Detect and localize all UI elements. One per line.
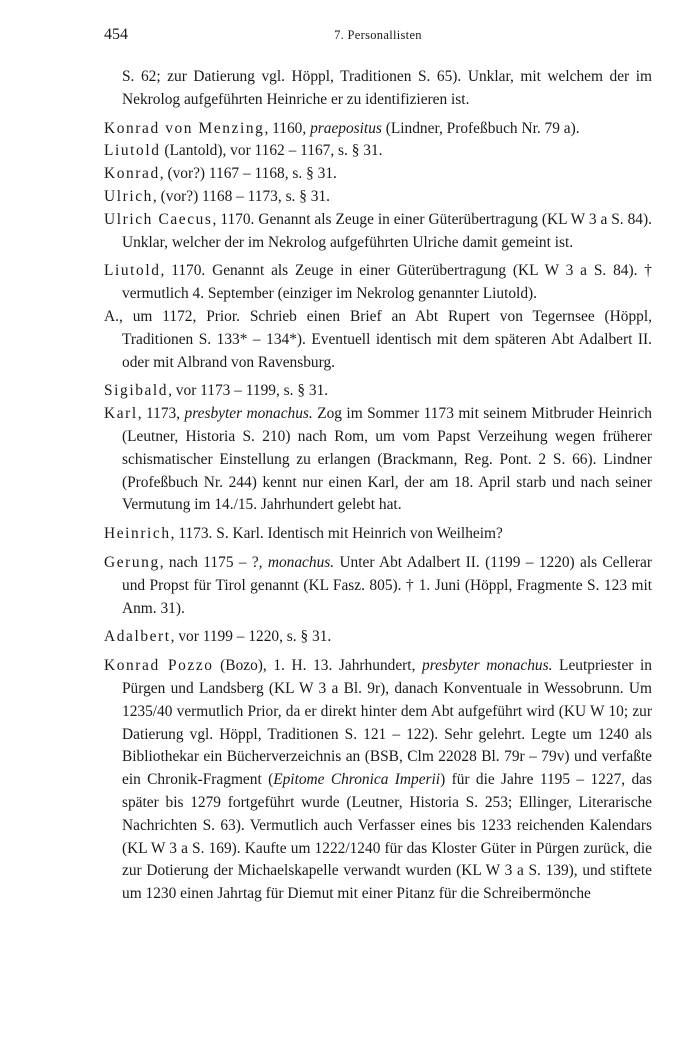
entry-text: (Lantold), vor 1162 – 1167, s. § 31. — [160, 142, 383, 160]
entry-role: monachus. — [267, 553, 335, 571]
entry-text: (Bozo), 1. H. 13. Jahrhundert, — [213, 657, 423, 675]
entry-konrad — [104, 163, 652, 186]
entry-name: Ulrich Caecus — [104, 210, 213, 228]
entry-work-title: Epitome Chronica Imperii — [273, 771, 441, 789]
entry-name: Konrad Pozzo — [104, 657, 214, 675]
entry-name: Liutold — [104, 142, 161, 160]
entry-ulrich-caecus — [104, 209, 652, 255]
entry-text: , vor 1173 – 1199, s. § 31. — [168, 382, 329, 400]
entry-text: Zog im Sommer 1173 mit seinem Mitbruder Heinrich (Leutner, Historia S. 210) nach Rom, um vom Papst Verzeihung wegen früherer schismatischer Einstellung zu erlangen (Brackmann, Reg. Pont. 2 S. 66). Lindner (Profeßbuch Nr. 244) kennt nur einen Karl, der am 18. April starb und nach seiner Vermutung im 14./15. Jahrhundert gelebt hat. — [122, 405, 652, 514]
entry-name: Konrad — [104, 165, 160, 183]
entry-konrad-von-menzing — [104, 118, 652, 141]
entry-text: , vor 1199 – 1220, s. § 31. — [170, 628, 332, 646]
entry-name: Sigibald — [104, 382, 169, 400]
page-number: 454 — [104, 26, 128, 43]
entry-text: (Lindner, Profeßbuch Nr. 79 a). — [381, 119, 580, 137]
entry-text: Unter Abt Adalbert II. (1199 – 1220) als Cellerar und Propst für Tirol genannt (KL Fasz. 805). † 1. Juni (Höppl, Fragmente S. 123 mit Anm. 31). — [122, 553, 652, 617]
entry-text: , 1170. Genannt als Zeuge in einer Güterübertragung (KL W 3 a S. 84). † vermutlich 4. September (einziger im Nekrolog genannter Liutold). — [122, 262, 652, 303]
entry-text: , 1173. S. Karl. Identisch mit Heinrich von Weilheim? — [170, 525, 503, 543]
entry-name: Gerung — [104, 553, 160, 571]
entry-text: , 1160, — [264, 119, 311, 137]
entry-sigibald — [104, 380, 652, 403]
entry-text: , (vor?) 1167 – 1168, s. § 31. — [159, 165, 337, 183]
body-text — [104, 66, 652, 912]
entry-konrad-pozzo — [104, 655, 652, 906]
running-head: 7. Personallisten — [334, 28, 422, 42]
entry-name: Heinrich — [104, 525, 171, 543]
entry-heinrich — [104, 523, 652, 546]
entry-text: , (vor?) 1168 – 1173, s. § 31. — [152, 187, 331, 205]
entry-text: , um 1172, Prior. Schrieb einen Brief an Abt Rupert von Tegernsee (Höppl, Traditionen S. 133* – 134*). Eventuell identisch mit dem späteren Abt Adalbert II. oder mit Albrand von Ravensburg. — [118, 307, 652, 371]
entry-role: presbyter monachus. — [422, 657, 553, 675]
entry-a-prior — [104, 306, 652, 374]
entry-continuation — [104, 66, 652, 112]
entry-name: Adalbert — [104, 628, 171, 646]
entry-role: presbyter monachus. — [184, 405, 313, 423]
entry-ulrich — [104, 186, 652, 209]
entry-text: , 1173, — [137, 405, 185, 423]
entry-liutold-2 — [104, 260, 652, 306]
entry-name: Liutold — [104, 262, 161, 280]
entry-name: Ulrich — [104, 187, 153, 205]
entry-text: , 1170. Genannt als Zeuge in einer Güterübertragung (KL W 3 a S. 84). Unklar, welcher der im Nekrolog aufgeführten Ulriche damit gemeint ist. — [122, 210, 652, 251]
entry-text: S. 62; zur Datierung vgl. Höppl, Traditionen S. 65). Unklar, mit welchem der im Nekrolog aufgeführten Heinriche er zu identifizieren ist. — [122, 68, 652, 108]
entry-text: Leutpriester in Pürgen und Landsberg (KL W 3 a Bl. 9r), danach Konventuale in Wessobrunn. Um 1235/40 vermutlich Prior, da er direkt hinter dem Abt aufgeführt wird (KU W 10; zur Datierung vgl. Höppl, Traditionen S. 121 – 122). Sehr gelehrt. Legte um 1240 als Bibliothekar ein Bücherverzeichnis an (BSB, Clm 22028 Bl. 79r – 79v) und verfaßte ein Chronik-Fragment ( — [122, 657, 652, 789]
entry-karl — [104, 403, 652, 517]
entry-text: ) für die Jahre 1195 – 1227, das später bis 1279 fortgeführt wurde (Leutner, Historia S. 253; Ellinger, Literarische Nachrichten S. 63). Vermutlich auch Verfasser eines bis 1233 reichenden Kalendars (KL W 3 a S. 169). Kaufte um 1222/1240 für das Kloster Güter in Pürgen zurück, die zur Dotierung der Michaelskapelle verwandt wurden (KL W 3 a S. 139), und stiftete um 1230 einen Jahrtag für Diemut mit einer Pitanz für die Schreibermönche — [122, 771, 652, 903]
entry-adalbert — [104, 626, 652, 649]
entry-text: , nach 1175 – ?, — [159, 553, 268, 571]
entry-liutold-1 — [104, 140, 652, 163]
page-header — [104, 26, 652, 50]
entry-name: A. — [104, 307, 119, 325]
entry-name: Konrad von Menzing — [104, 119, 265, 137]
entry-gerung — [104, 552, 652, 620]
entry-name: Karl — [104, 405, 138, 423]
entry-role: praepositus — [310, 119, 382, 137]
